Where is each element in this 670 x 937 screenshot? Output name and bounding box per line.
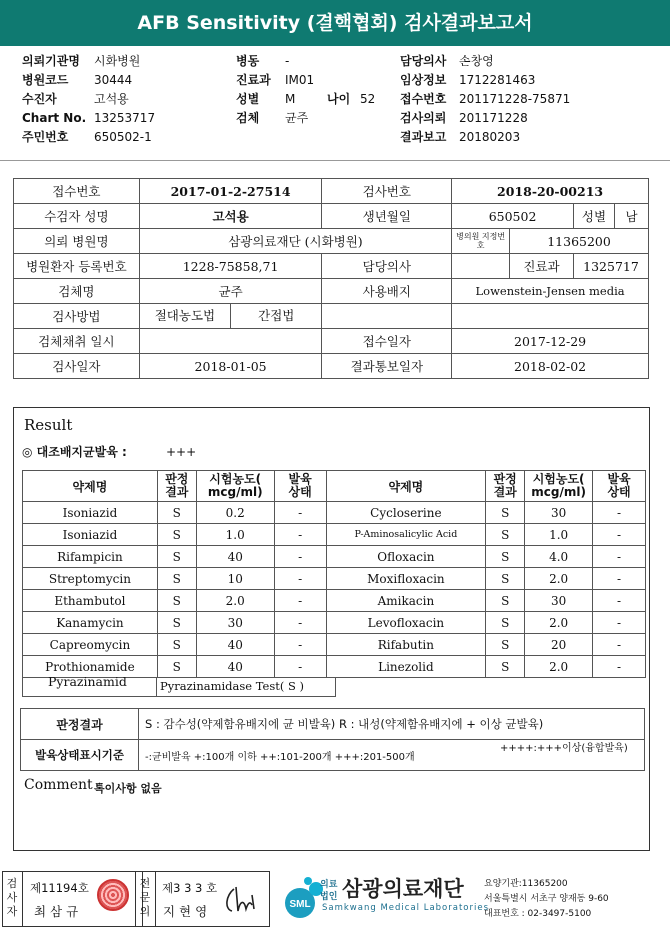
growth-status: - <box>593 656 646 678</box>
patient-label: 수검자 성명 <box>14 204 140 229</box>
method-cell <box>139 304 322 329</box>
growth-status: - <box>593 634 646 656</box>
sml-logo-text: SML <box>289 899 311 910</box>
header-label: Chart No. <box>22 111 87 125</box>
header-label: 주민번호 <box>22 130 69 144</box>
drug-name: Streptomycin <box>23 568 158 590</box>
footer <box>0 871 670 937</box>
doctor-label: 담당의사 <box>322 254 452 279</box>
method-empty <box>322 304 452 329</box>
report-date-value: 2018-02-02 <box>452 354 649 379</box>
col-judge-1-r: 판정 <box>493 472 517 486</box>
drug-name: P-Aminosalicylic Acid <box>326 524 486 546</box>
judge-result: S <box>157 568 196 590</box>
header-value: IM01 <box>285 73 315 87</box>
judge-result: S <box>157 634 196 656</box>
growth-status: - <box>593 502 646 524</box>
method-empty2 <box>452 304 649 329</box>
test-concentration: 2.0 <box>525 656 593 678</box>
growth-text: -:균비발육 +:100개 이하 ++:101-200개 +++:201-500개 <box>145 751 415 763</box>
header-label: 의뢰기관명 <box>22 54 80 68</box>
header-label: 담당의사 <box>400 54 447 68</box>
col-conc-1: 시험농도( <box>209 472 262 486</box>
inspector-label: 검사자 <box>6 877 18 918</box>
drug-name: Moxifloxacin <box>326 568 486 590</box>
header-label: 접수번호 <box>400 92 447 106</box>
hosp-code-label: 병의원 지정번호 <box>452 229 510 254</box>
control-label: ◎ 대조배지균발육 : <box>22 445 127 459</box>
table-row <box>23 612 646 634</box>
header-label: 결과보고 <box>400 130 447 144</box>
header-label: 검사의뢰 <box>400 111 447 125</box>
method-label: 검사방법 <box>14 304 140 329</box>
growth-status: - <box>274 634 326 656</box>
inspector-no: 제11194호 <box>30 881 89 895</box>
org-info-3: 대표번호 : 02-3497-5100 <box>484 909 592 919</box>
growth-status: - <box>593 612 646 634</box>
test-concentration: 40 <box>196 656 274 678</box>
judge-result: S <box>486 502 525 524</box>
sex-label: 성별 <box>573 204 614 229</box>
header-label: 진료과 <box>236 73 271 87</box>
age-label: 나이 <box>327 92 351 106</box>
col-conc <box>196 471 274 502</box>
judge-result: S <box>157 656 196 678</box>
header-divider <box>0 160 670 161</box>
header-value: 13253717 <box>94 111 156 125</box>
report-title: AFB Sensitivity (결핵협회) 검사결과보고서 <box>0 0 670 46</box>
header-value: 201171228 <box>459 111 528 125</box>
drug-name: Prothionamide <box>23 656 158 678</box>
header-label: 병동 <box>236 54 260 68</box>
dept-label: 진료과 <box>510 254 574 279</box>
test-concentration: 20 <box>525 634 593 656</box>
header-value: 고석용 <box>94 92 129 106</box>
org-tag-1: 의료 <box>320 880 338 890</box>
test-concentration: 10 <box>196 568 274 590</box>
header-value: 균주 <box>285 111 309 125</box>
header-block <box>0 52 670 152</box>
table-row <box>23 590 646 612</box>
doctor-divider <box>155 871 156 927</box>
header-value: 손창영 <box>459 54 494 68</box>
col-conc-1-r: 시험농도( <box>532 472 585 486</box>
header-label: 검체 <box>236 111 260 125</box>
col-conc-2-r: mcg/ml) <box>531 485 586 499</box>
col-judge-r <box>486 471 525 502</box>
patient-info-table <box>13 178 649 379</box>
comment-label: Comment : <box>24 777 102 793</box>
judge-label: 판정결과 <box>21 709 139 740</box>
drug-name: Kanamycin <box>23 612 158 634</box>
test-no: 2018-20-00213 <box>452 179 649 204</box>
org-name: 삼광의료재단 <box>342 877 464 901</box>
table-row <box>23 634 646 656</box>
drug-name: Amikacin <box>326 590 486 612</box>
signature-icon <box>222 881 262 917</box>
sex-value: 남 <box>614 204 648 229</box>
header-value: 30444 <box>94 73 133 87</box>
specimen-label: 검체명 <box>14 279 140 304</box>
age-value: 52 <box>360 92 376 106</box>
comment-text: 특이사항 없음 <box>94 782 162 795</box>
header-label: 병원코드 <box>22 73 69 87</box>
drug-name: Cycloserine <box>326 502 486 524</box>
judge-result: S <box>157 502 196 524</box>
inspector-name: 최 삼 규 <box>34 904 79 919</box>
test-concentration: 30 <box>525 502 593 524</box>
table-row <box>23 524 646 546</box>
growth-status: - <box>593 546 646 568</box>
report-date-label: 결과통보일자 <box>322 354 452 379</box>
growth-status: - <box>593 568 646 590</box>
col-growth-2-r: 상태 <box>607 485 631 499</box>
test-concentration: 1.0 <box>525 524 593 546</box>
org-english: Samkwang Medical Laboratories <box>322 903 490 913</box>
birth-value: 650502 <box>452 204 574 229</box>
growth-status: - <box>593 590 646 612</box>
header-value: M <box>285 92 296 106</box>
col-conc-2: mcg/ml) <box>207 485 263 499</box>
judge-result: S <box>486 590 525 612</box>
test-concentration: 30 <box>196 612 274 634</box>
header-label: 수진자 <box>22 92 57 106</box>
test-no-label: 검사번호 <box>322 179 452 204</box>
org-info-1: 요양기관:11365200 <box>484 879 568 889</box>
col-judge-2: 결과 <box>165 485 189 499</box>
col-growth-r <box>593 471 646 502</box>
drug-name: Ethambutol <box>23 590 158 612</box>
doctor-no: 제3 3 3 호 <box>162 881 218 895</box>
medium-value: Lowenstein-Jensen media <box>452 279 649 304</box>
col-judge-1: 판정 <box>165 472 189 486</box>
seal-icon <box>97 879 129 911</box>
judge-result: S <box>486 546 525 568</box>
col-growth-2: 상태 <box>288 485 312 499</box>
specimen-value: 균주 <box>139 279 322 304</box>
received-value: 2017-12-29 <box>452 329 649 354</box>
drug-name: Capreomycin <box>23 634 158 656</box>
growth-status: - <box>593 524 646 546</box>
method-absolute: 절대농도법 <box>140 304 231 328</box>
test-date-value: 2018-01-05 <box>139 354 322 379</box>
col-drug-r: 약제명 <box>326 471 486 502</box>
collect-label: 검체채취 일시 <box>14 329 140 354</box>
pza-drug: Pyrazinamid <box>48 674 127 689</box>
org-info-2: 서울특별시 서초구 양재동 9-60 <box>484 894 609 904</box>
col-judge <box>157 471 196 502</box>
judge-result: S <box>486 524 525 546</box>
judge-result: S <box>157 612 196 634</box>
col-conc-r <box>525 471 593 502</box>
birth-label: 생년월일 <box>322 204 452 229</box>
header-value: 1712281463 <box>459 73 536 87</box>
judge-result: S <box>486 656 525 678</box>
test-concentration: 2.0 <box>196 590 274 612</box>
judge-text: S : 감수성(약제함유배지에 균 비발육) R : 내성(약제함유배지에 + 이상 균발육) <box>139 709 645 740</box>
growth-status: - <box>274 524 326 546</box>
test-concentration: 0.2 <box>196 502 274 524</box>
receipt-no-label: 접수번호 <box>14 179 140 204</box>
table-row <box>23 502 646 524</box>
test-concentration: 1.0 <box>196 524 274 546</box>
method-indirect: 간접법 <box>258 308 295 323</box>
medium-label: 사용배지 <box>322 279 452 304</box>
pza-divider <box>156 677 157 696</box>
reg-no: 1228-75858,71 <box>139 254 322 279</box>
test-concentration: 40 <box>196 546 274 568</box>
table-row <box>23 568 646 590</box>
judge-result: S <box>486 612 525 634</box>
drug-name: Isoniazid <box>23 524 158 546</box>
pza-value: Pyrazinamidase Test( S ) <box>160 679 305 693</box>
test-date-label: 검사일자 <box>14 354 140 379</box>
growth-status: - <box>274 502 326 524</box>
org-tag-2: 법인 <box>320 892 338 902</box>
header-value: 201171228-75871 <box>459 92 571 106</box>
growth-label: 발육상태표시기준 <box>21 740 139 771</box>
test-concentration: 30 <box>525 590 593 612</box>
hospital-label: 의뢰 병원명 <box>14 229 140 254</box>
header-value: 20180203 <box>459 130 521 144</box>
col-drug: 약제명 <box>23 471 158 502</box>
col-growth-1: 발육 <box>288 472 312 486</box>
received-label: 접수일자 <box>322 329 452 354</box>
drug-name: Isoniazid <box>23 502 158 524</box>
header-value: - <box>285 54 290 68</box>
drug-name: Rifampicin <box>23 546 158 568</box>
control-value: +++ <box>166 445 197 459</box>
doctor-label: 전문의 <box>139 877 151 918</box>
header-label: 임상정보 <box>400 73 447 87</box>
growth-cell <box>139 740 645 771</box>
judge-result: S <box>157 546 196 568</box>
growth-status: - <box>274 590 326 612</box>
drug-name: Ofloxacin <box>326 546 486 568</box>
col-growth <box>274 471 326 502</box>
receipt-no: 2017-01-2-27514 <box>139 179 322 204</box>
inspector-divider <box>22 871 23 927</box>
test-concentration: 4.0 <box>525 546 593 568</box>
collect-value <box>139 329 322 354</box>
col-judge-2-r: 결과 <box>493 485 517 499</box>
result-heading: Result <box>24 416 73 434</box>
judge-result: S <box>157 524 196 546</box>
dept-value: 1325717 <box>573 254 648 279</box>
growth-text-2: ++++:+++이상(융합발육) <box>500 743 628 754</box>
doctor-name: 지 현 영 <box>163 904 208 919</box>
test-concentration: 2.0 <box>525 612 593 634</box>
drug-name: Rifabutin <box>326 634 486 656</box>
hospital-value: 삼광의료재단 (시화병원) <box>139 229 451 254</box>
growth-status: - <box>274 568 326 590</box>
drug-table <box>22 470 646 678</box>
drug-name: Levofloxacin <box>326 612 486 634</box>
growth-status: - <box>274 612 326 634</box>
judge-result: S <box>157 590 196 612</box>
growth-status: - <box>274 546 326 568</box>
patient-name: 고석용 <box>139 204 322 229</box>
legend-table <box>20 708 645 771</box>
table-row <box>23 546 646 568</box>
hosp-code: 11365200 <box>510 229 649 254</box>
judge-result: S <box>486 568 525 590</box>
header-label: 성별 <box>236 92 260 106</box>
header-value: 650502-1 <box>94 130 152 144</box>
reg-no-label: 병원환자 등록번호 <box>14 254 140 279</box>
judge-result: S <box>486 634 525 656</box>
growth-status: - <box>274 656 326 678</box>
header-value: 시화병원 <box>94 54 141 68</box>
test-concentration: 40 <box>196 634 274 656</box>
doctor-value <box>452 254 510 279</box>
drug-name: Linezolid <box>326 656 486 678</box>
col-growth-1-r: 발육 <box>607 472 631 486</box>
test-concentration: 2.0 <box>525 568 593 590</box>
